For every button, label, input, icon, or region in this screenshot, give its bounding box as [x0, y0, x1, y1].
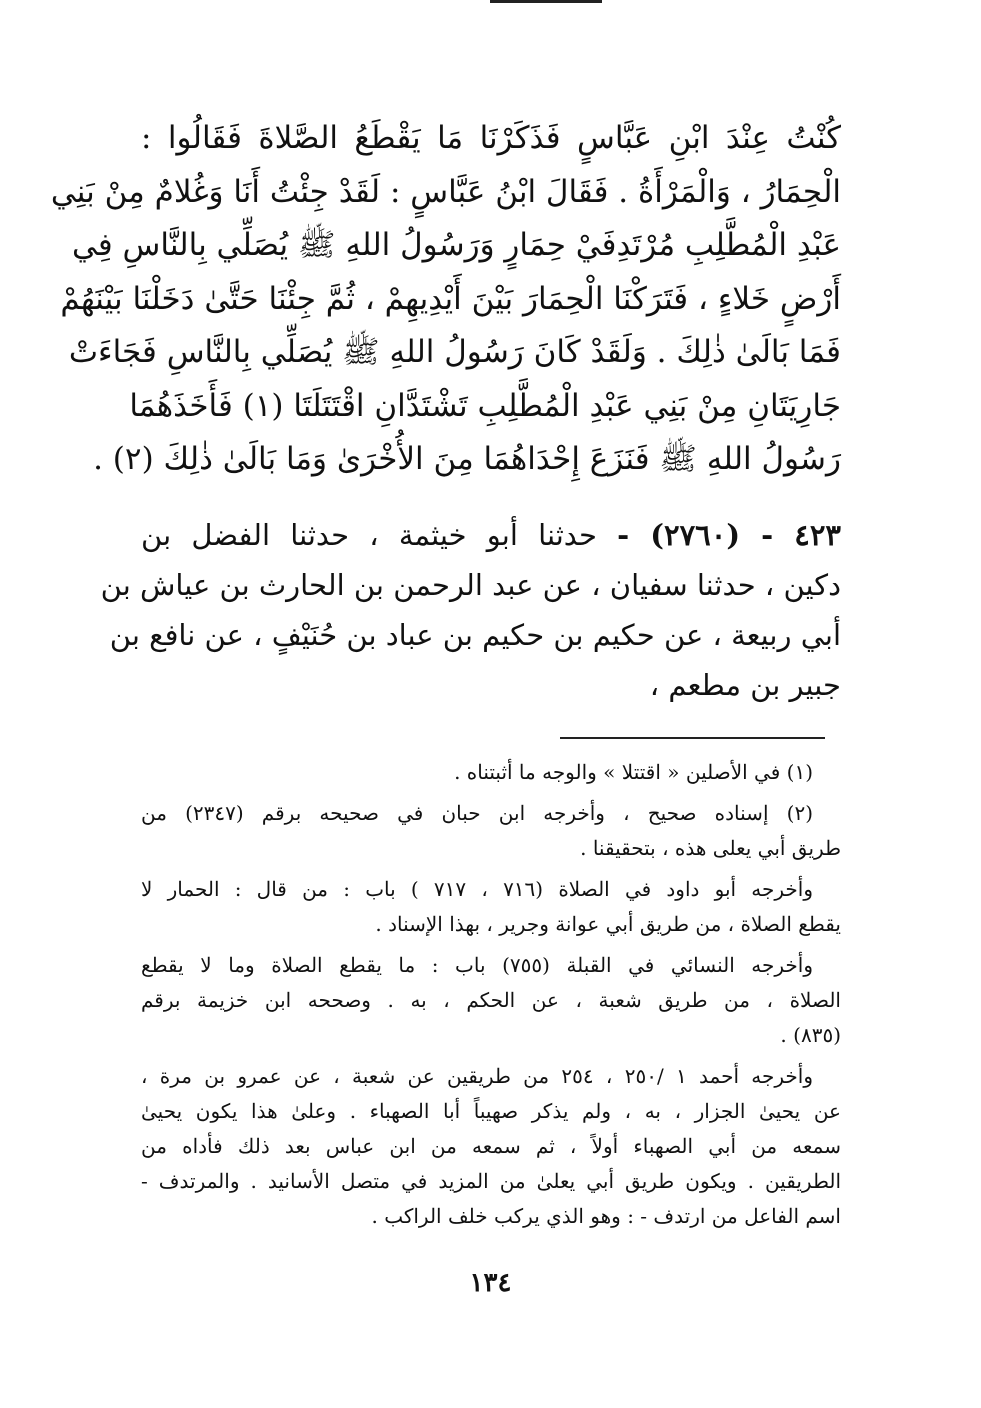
- top-rule: [490, 0, 602, 3]
- hadith-number: ٤٢٣ - (٢٧٦٠) -: [617, 518, 842, 552]
- footnote-2-abu-dawud: [141, 872, 841, 942]
- page-number: ١٣٤: [469, 1268, 512, 1298]
- hadith-line: عَبْدِ الْمُطَّلِبِ مُرْتَدِفَيْ حِمَارٍ وَرَسُولُ اللهِ ﷺ يُصَلِّي بِالنَّاسِ فِي: [72, 227, 841, 263]
- footnote-1: [141, 755, 841, 790]
- hadith-line: أَرْضٍ خَلاءٍ ، فَتَرَكْنَا الْحِمَارَ بَيْنَ أَيْدِيهِمْ ، ثُمَّ جِئْنَا حَتَّىٰ دَخَلْنَا بَيْنَهُمْ: [60, 280, 841, 317]
- footnote-line: سمعه من أبي الصهباء أولاً ، ثم سمعه من ابن عباس بعد ذلك فأداه من: [141, 1134, 841, 1158]
- footnote-line: (٢) إسناده صحيح ، وأخرجه ابن حبان في صحيحه برقم (٢٣٤٧) من: [141, 801, 813, 825]
- footnote-line: يقطع الصلاة ، من طريق أبي عوانة وجرير ، بهذا الإسناد .: [375, 912, 841, 936]
- isnad-line: جبير بن مطعم ،: [649, 668, 841, 702]
- footnote-line: (١) في الأصلين « اقتتلا » والوجه ما أثبتناه .: [454, 760, 813, 784]
- footnote-2-ahmad: [141, 1059, 841, 1234]
- footnote-line: وأخرجه أحمد ١ /٢٥٠ ، ٢٥٤ من طريقين عن شعبة ، عن عمرو بن مرة ،: [141, 1064, 814, 1088]
- footnote-line: وأخرجه النسائي في القبلة (٧٥٥) باب : ما يقطع الصلاة وما لا يقطع: [141, 953, 813, 977]
- footnote-separator: [560, 737, 825, 739]
- footnote-line: الصلاة ، من طريق شعبة ، عن الحكم ، به . وصححه ابن خزيمة برقم: [141, 988, 841, 1012]
- footnote-line: اسم الفاعل من ارتدف - : وهو الذي يركب خلف الراكب .: [371, 1204, 841, 1228]
- isnad-first-line: حدثنا أبو خيثمة ، حدثنا الفضل بن: [141, 518, 597, 552]
- hadith-line: الْحِمَارُ ، وَالْمَرْأَةُ . فَقَالَ ابْنُ عَبَّاسٍ : لَقَدْ جِئْتُ أَنَا وَغُلامٌ مِنْ بَنِي: [50, 173, 841, 210]
- isnad-line: أبي ربيعة ، عن حكيم بن حكيم بن عباد بن حُنَيْفٍ ، عن نافع بن: [109, 618, 841, 652]
- footnote-line: طريق أبي يعلى هذه ، بتحقيقنا .: [580, 836, 841, 860]
- footnote-2-nasai: [141, 948, 841, 1053]
- hadith-text: [50, 112, 841, 487]
- footnote-line: الطريقين . ويكون طريق أبي يعلىٰ من المزيد في متصل الأسانيد . والمرتدف -: [141, 1169, 841, 1193]
- footnote-line: وأخرجه أبو داود في الصلاة (٧١٦ ، ٧١٧ ) باب : من قال : الحمار لا: [141, 877, 814, 901]
- isnad-paragraph: [100, 510, 842, 710]
- hadith-line: رَسُولُ اللهِ ﷺ فَنَزَعَ إِحْدَاهُمَا مِنَ الأُخْرَىٰ وَمَا بَالَىٰ ذٰلِكَ (٢) .: [93, 441, 841, 477]
- hadith-line: كُنْتُ عِنْدَ ابْنِ عَبَّاسٍ فَذَكَرْنَا مَا يَقْطَعُ الصَّلاةَ فَقَالُوا :: [141, 120, 841, 156]
- hadith-line: فَمَا بَالَىٰ ذٰلِكَ . وَلَقَدْ كَانَ رَسُولُ اللهِ ﷺ يُصَلِّي بِالنَّاسِ فَجَاءَتْ: [68, 334, 841, 370]
- isnad-line: [141, 510, 841, 560]
- footnote-line: عن يحيىٰ الجزار ، به ، ولم يذكر صهيباً أبا الصهباء . وعلىٰ هذا يكون يحيىٰ: [141, 1099, 841, 1123]
- hadith-line: جَارِيَتَانِ مِنْ بَنِي عَبْدِ الْمُطَّلِبِ تَشْتَدَّانِ اقْتَتَلَتَا (١) فَأَخَذَهُمَا: [129, 387, 841, 424]
- footnote-line: (٨٣٥) .: [780, 1023, 841, 1047]
- footnotes: [141, 755, 841, 1234]
- isnad-line: دكين ، حدثنا سفيان ، عن عبد الرحمن بن الحارث بن عياش بن: [100, 568, 841, 602]
- footnote-2: [141, 796, 841, 866]
